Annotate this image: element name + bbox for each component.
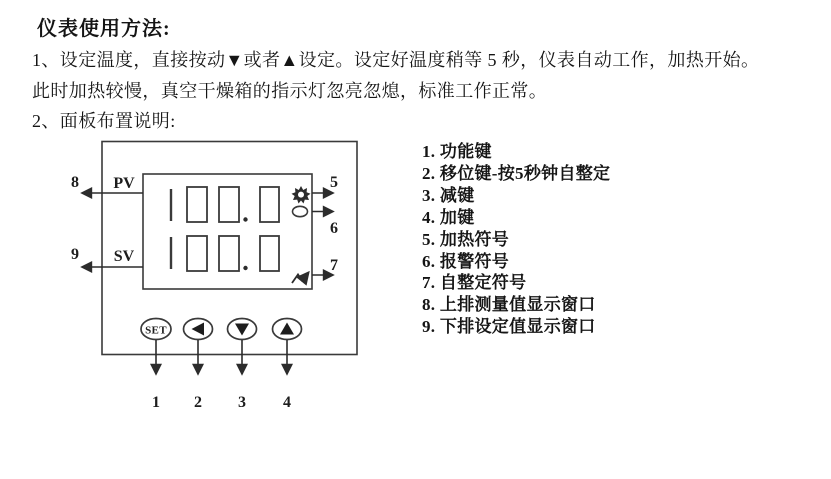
digit-box bbox=[219, 236, 239, 271]
legend-item: 6. 报警符号 bbox=[422, 251, 510, 271]
button-row bbox=[141, 319, 302, 340]
set-button-label: SET bbox=[145, 324, 167, 337]
legend-list bbox=[422, 141, 610, 338]
decimal-point bbox=[243, 266, 247, 270]
callout-number-8: 8 bbox=[71, 174, 79, 191]
decimal-point bbox=[243, 217, 247, 221]
legend-item: 5. 加热符号 bbox=[422, 229, 510, 249]
callout-number-9: 9 bbox=[71, 246, 79, 263]
digit-box bbox=[260, 187, 279, 222]
digit-box bbox=[260, 236, 279, 271]
legend-item: 8. 上排测量值显示窗口 bbox=[422, 295, 596, 315]
legend-item: 7. 自整定符号 bbox=[422, 273, 527, 293]
callout-number-4: 4 bbox=[283, 394, 291, 411]
instruction-line-2: 此时加热较慢，真空干燥箱的指示灯忽亮忽熄，标准工作正常。 bbox=[32, 81, 548, 101]
digit-box bbox=[187, 236, 207, 271]
callout-number-7: 7 bbox=[330, 257, 338, 274]
sv-digit-row bbox=[171, 236, 279, 271]
instruction-line-3: 2、面板布置说明: bbox=[32, 111, 176, 131]
callout-number-3: 3 bbox=[238, 394, 246, 411]
callout-number-6: 6 bbox=[330, 220, 338, 237]
alarm-oval-icon bbox=[293, 206, 308, 216]
autotune-zigzag-icon bbox=[292, 273, 309, 284]
instruction-line-1: 1、设定温度，直接按动▼或者▲设定。设定好温度稍等 5 秒，仪表自动工作，加热开始。 bbox=[32, 50, 760, 70]
digit-box bbox=[187, 187, 207, 222]
pv-digit-row bbox=[171, 187, 279, 222]
page-title: 仪表使用方法: bbox=[37, 18, 171, 40]
callout-number-1: 1 bbox=[152, 394, 160, 411]
digit-box bbox=[219, 187, 239, 222]
callout-number-5: 5 bbox=[330, 174, 338, 191]
legend-item: 2. 移位键-按5秒钟自整定 bbox=[422, 163, 611, 183]
sv-label: SV bbox=[113, 248, 135, 265]
panel-diagram bbox=[50, 130, 360, 420]
heating-sun-icon bbox=[292, 186, 311, 204]
legend-item: 9. 下排设定值显示窗口 bbox=[422, 317, 596, 337]
legend-item: 3. 减键 bbox=[422, 185, 475, 205]
callout-number-2: 2 bbox=[194, 394, 202, 411]
legend-item: 4. 加键 bbox=[422, 207, 475, 227]
legend-item: 1. 功能键 bbox=[422, 142, 492, 161]
pv-label: PV bbox=[113, 175, 135, 192]
